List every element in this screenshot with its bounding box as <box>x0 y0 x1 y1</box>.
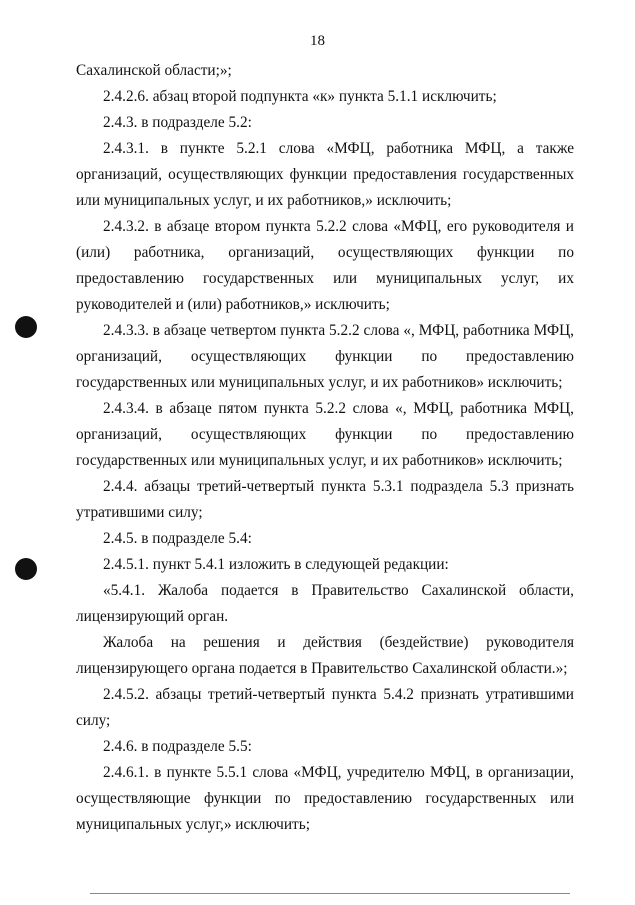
paragraph: 2.4.3. в подразделе 5.2: <box>103 114 252 131</box>
paragraph: 2.4.3.2. в абзаце втором пункта 5.2.2 слова «МФЦ, его руководителя и (или) работника, организаций, осуществляющих функции по предоставлению государственных или муниципальных услуг, их руководителей и (или) работников,» исключить; <box>76 218 574 313</box>
bottom-rule <box>90 893 570 894</box>
paragraph: «5.4.1. Жалоба подается в Правительство Сахалинской области, лицензирующий орган. <box>76 582 574 625</box>
paragraph: 2.4.6. в подразделе 5.5: <box>103 738 252 755</box>
paragraph: 2.4.3.4. в абзаце пятом пункта 5.2.2 слова «, МФЦ, работника МФЦ, организаций, осуществляющих функции по предоставлению государственных или муниципальных услуг, и их работников» исключить; <box>76 400 574 469</box>
page-number: 18 <box>310 33 325 49</box>
paragraph: 2.4.6.1. в пункте 5.5.1 слова «МФЦ, учредителю МФЦ, в организации, осуществляющие функции по предоставлению государственных или муниципальных услуг,» исключить; <box>76 764 574 833</box>
paragraph: 2.4.4. абзацы третий-четвертый пункта 5.3.1 подраздела 5.3 признать утратившими силу; <box>76 478 574 521</box>
paragraph: 2.4.5.1. пункт 5.4.1 изложить в следующей редакции: <box>103 556 449 573</box>
paragraph: 2.4.2.6. абзац второй подпункта «к» пункта 5.1.1 исключить; <box>103 88 497 105</box>
paragraph: 2.4.5.2. абзацы третий-четвертый пункта 5.4.2 признать утратившими силу; <box>76 686 574 729</box>
paragraph: Жалоба на решения и действия (бездействие) руководителя лицензирующего органа подается в Правительство Сахалинской области.»; <box>76 634 574 677</box>
punch-hole-icon <box>15 558 37 580</box>
paragraph: 2.4.3.3. в абзаце четвертом пункта 5.2.2 слова «, МФЦ, работника МФЦ, организаций, осуществляющих функции по предоставлению государственных или муниципальных услуг, и их работников» исключить; <box>76 322 574 391</box>
document-body <box>76 58 574 838</box>
paragraph: 2.4.3.1. в пункте 5.2.1 слова «МФЦ, работника МФЦ, а также организаций, осуществляющих функции предоставления государственных или муниципальных услуг, и их работников,» исключить; <box>76 140 574 209</box>
punch-hole-icon <box>15 316 37 338</box>
paragraph: Сахалинской области;»; <box>76 62 232 79</box>
paragraph: 2.4.5. в подразделе 5.4: <box>103 530 252 547</box>
